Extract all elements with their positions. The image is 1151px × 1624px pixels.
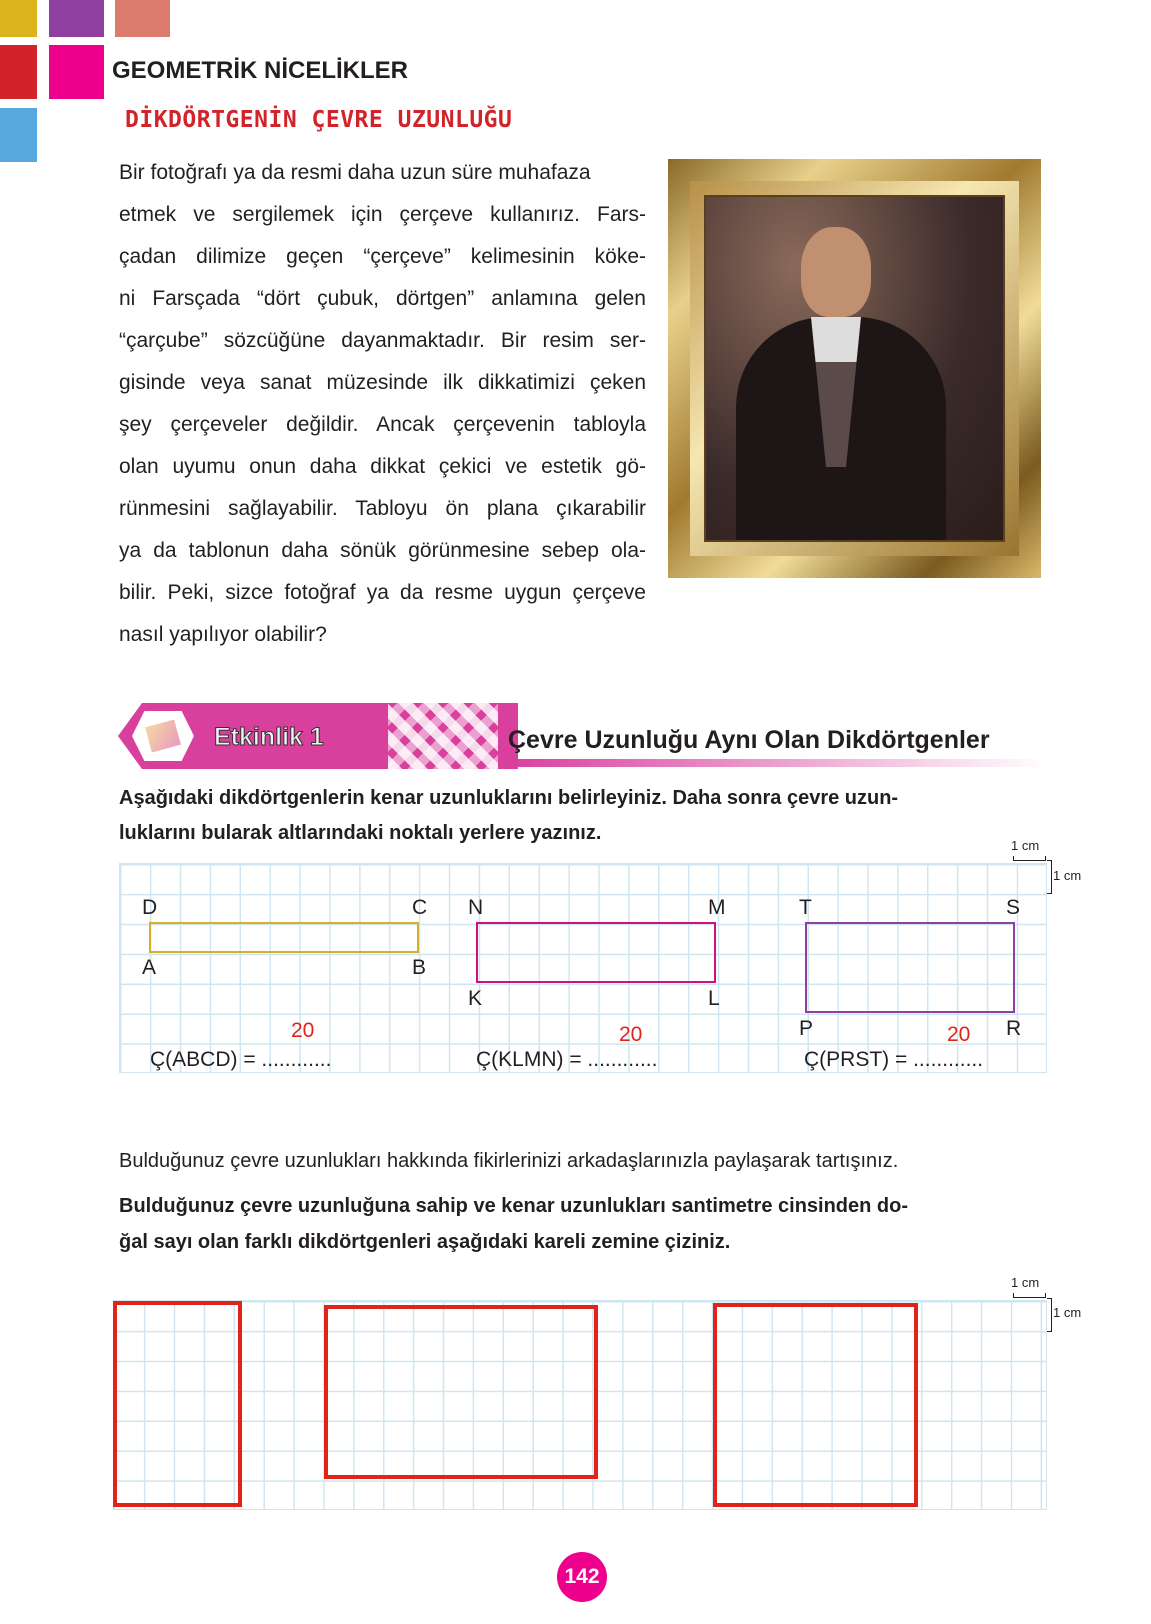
decor-square-red <box>0 45 37 99</box>
activity-label: Etkinlik 1 <box>214 723 324 751</box>
decor-square-purple <box>49 0 104 37</box>
vertex-label: K <box>468 987 483 1010</box>
framed-portrait <box>668 159 1041 578</box>
intro-line: Bir fotoğrafı ya da resmi daha uzun süre muhafaza <box>119 161 591 184</box>
vertex-label: T <box>799 896 812 919</box>
scale-horizontal-label: 1 cm <box>1011 838 1040 853</box>
intro-line: “çarçube” sözcüğüne dayanmaktadır. Bir resim ser- <box>119 329 646 352</box>
section-title: DİKDÖRTGENİN ÇEVRE UZUNLUĞU <box>125 107 513 133</box>
intro-line: nasıl yapılıyor olabilir? <box>119 623 327 646</box>
vertex-label: C <box>412 896 428 919</box>
intro-line: gisinde veya sanat müzesinde ilk dikkatimizi çeken <box>119 371 646 394</box>
decor-square-salmon <box>115 0 170 37</box>
answer-klmn: 20 <box>619 1023 643 1046</box>
task-text: ğal sayı olan farklı dikdörtgenleri aşağıdaki kareli zemine çiziniz. <box>119 1231 731 1253</box>
perimeter-formula-klmn: Ç(KLMN) = ............ <box>476 1048 658 1071</box>
intro-line: çadan dilimize geçen “çerçeve” kelimesinin köke- <box>119 245 646 268</box>
diamond-pattern <box>388 703 498 769</box>
unit-title: GEOMETRİK NİCELİKLER <box>112 57 409 84</box>
task-text: Bulduğunuz çevre uzunluğuna sahip ve kenar uzunlukları santimetre cinsinden do- <box>119 1195 909 1217</box>
instruction-text: Aşağıdaki dikdörtgenlerin kenar uzunluklarını belirleyiniz. Daha sonra çevre uzun- <box>119 787 899 809</box>
scale-vertical-bar <box>1047 860 1052 894</box>
decor-square-blue <box>0 108 37 162</box>
scale-horizontal-bar <box>1013 1293 1046 1298</box>
vertex-label: D <box>142 896 158 919</box>
vertex-label: A <box>142 956 157 979</box>
vertex-label: N <box>468 896 484 919</box>
scale-horizontal-bar <box>1013 856 1046 861</box>
vertex-label: P <box>799 1017 814 1040</box>
vertex-label: B <box>412 956 427 979</box>
intro-line: olan uyumu onun daha dikkat çekici ve estetik gö- <box>119 455 646 478</box>
vertex-label: M <box>708 896 726 919</box>
perimeter-formula-prst: Ç(PRST) = ............ <box>804 1048 984 1071</box>
instruction-text: luklarını bularak altlarındaki noktalı yerlere yazınız. <box>119 822 602 844</box>
intro-line: şey çerçeveler değildir. Ancak çerçevenin tabloyla <box>119 413 646 436</box>
rectangle-abcd <box>149 922 419 953</box>
decor-square-magenta <box>49 45 104 99</box>
answer-abcd: 20 <box>291 1019 315 1042</box>
activity-title: Çevre Uzunluğu Aynı Olan Dikdörtgenler <box>508 726 990 754</box>
rectangle-klmn <box>476 922 716 983</box>
intro-line: ni Farsçada “dört çubuk, dörtgen” anlamına gelen <box>119 287 646 310</box>
vertex-label: S <box>1006 896 1021 919</box>
vertex-label: R <box>1006 1017 1022 1040</box>
scale-vertical-label: 1 cm <box>1053 868 1082 883</box>
page-number: 142 <box>564 1565 600 1588</box>
intro-line: etmek ve sergilemek için çerçeve kullanırız. Fars- <box>119 203 646 226</box>
decor-square-yellow <box>0 0 37 37</box>
intro-line: bilir. Peki, sizce fotoğraf ya da resme uygun çerçeve <box>119 581 646 604</box>
discussion-text: Bulduğunuz çevre uzunlukları hakkında fikirlerinizi arkadaşlarınızla paylaşarak tartışınız. <box>119 1150 899 1172</box>
scale-horizontal-label: 1 cm <box>1011 1275 1040 1290</box>
scale-vertical-label: 1 cm <box>1053 1305 1082 1320</box>
vertex-label: L <box>708 987 720 1010</box>
answer-prst: 20 <box>947 1023 971 1046</box>
perimeter-formula-abcd: Ç(ABCD) = ............ <box>150 1048 332 1071</box>
intro-paragraph <box>119 152 646 656</box>
page-number-badge <box>557 1552 607 1602</box>
drawn-rectangle <box>713 1303 918 1507</box>
drawn-rectangle <box>113 1301 242 1507</box>
drawn-rectangle <box>324 1305 598 1479</box>
intro-line: ya da tablonun daha sönük görünmesine sebep ola- <box>119 539 646 562</box>
intro-line: rünmesini sağlayabilir. Tabloyu ön plana çıkarabilir <box>119 497 646 520</box>
rectangle-prst <box>805 922 1015 1013</box>
scale-vertical-bar <box>1047 1298 1052 1332</box>
